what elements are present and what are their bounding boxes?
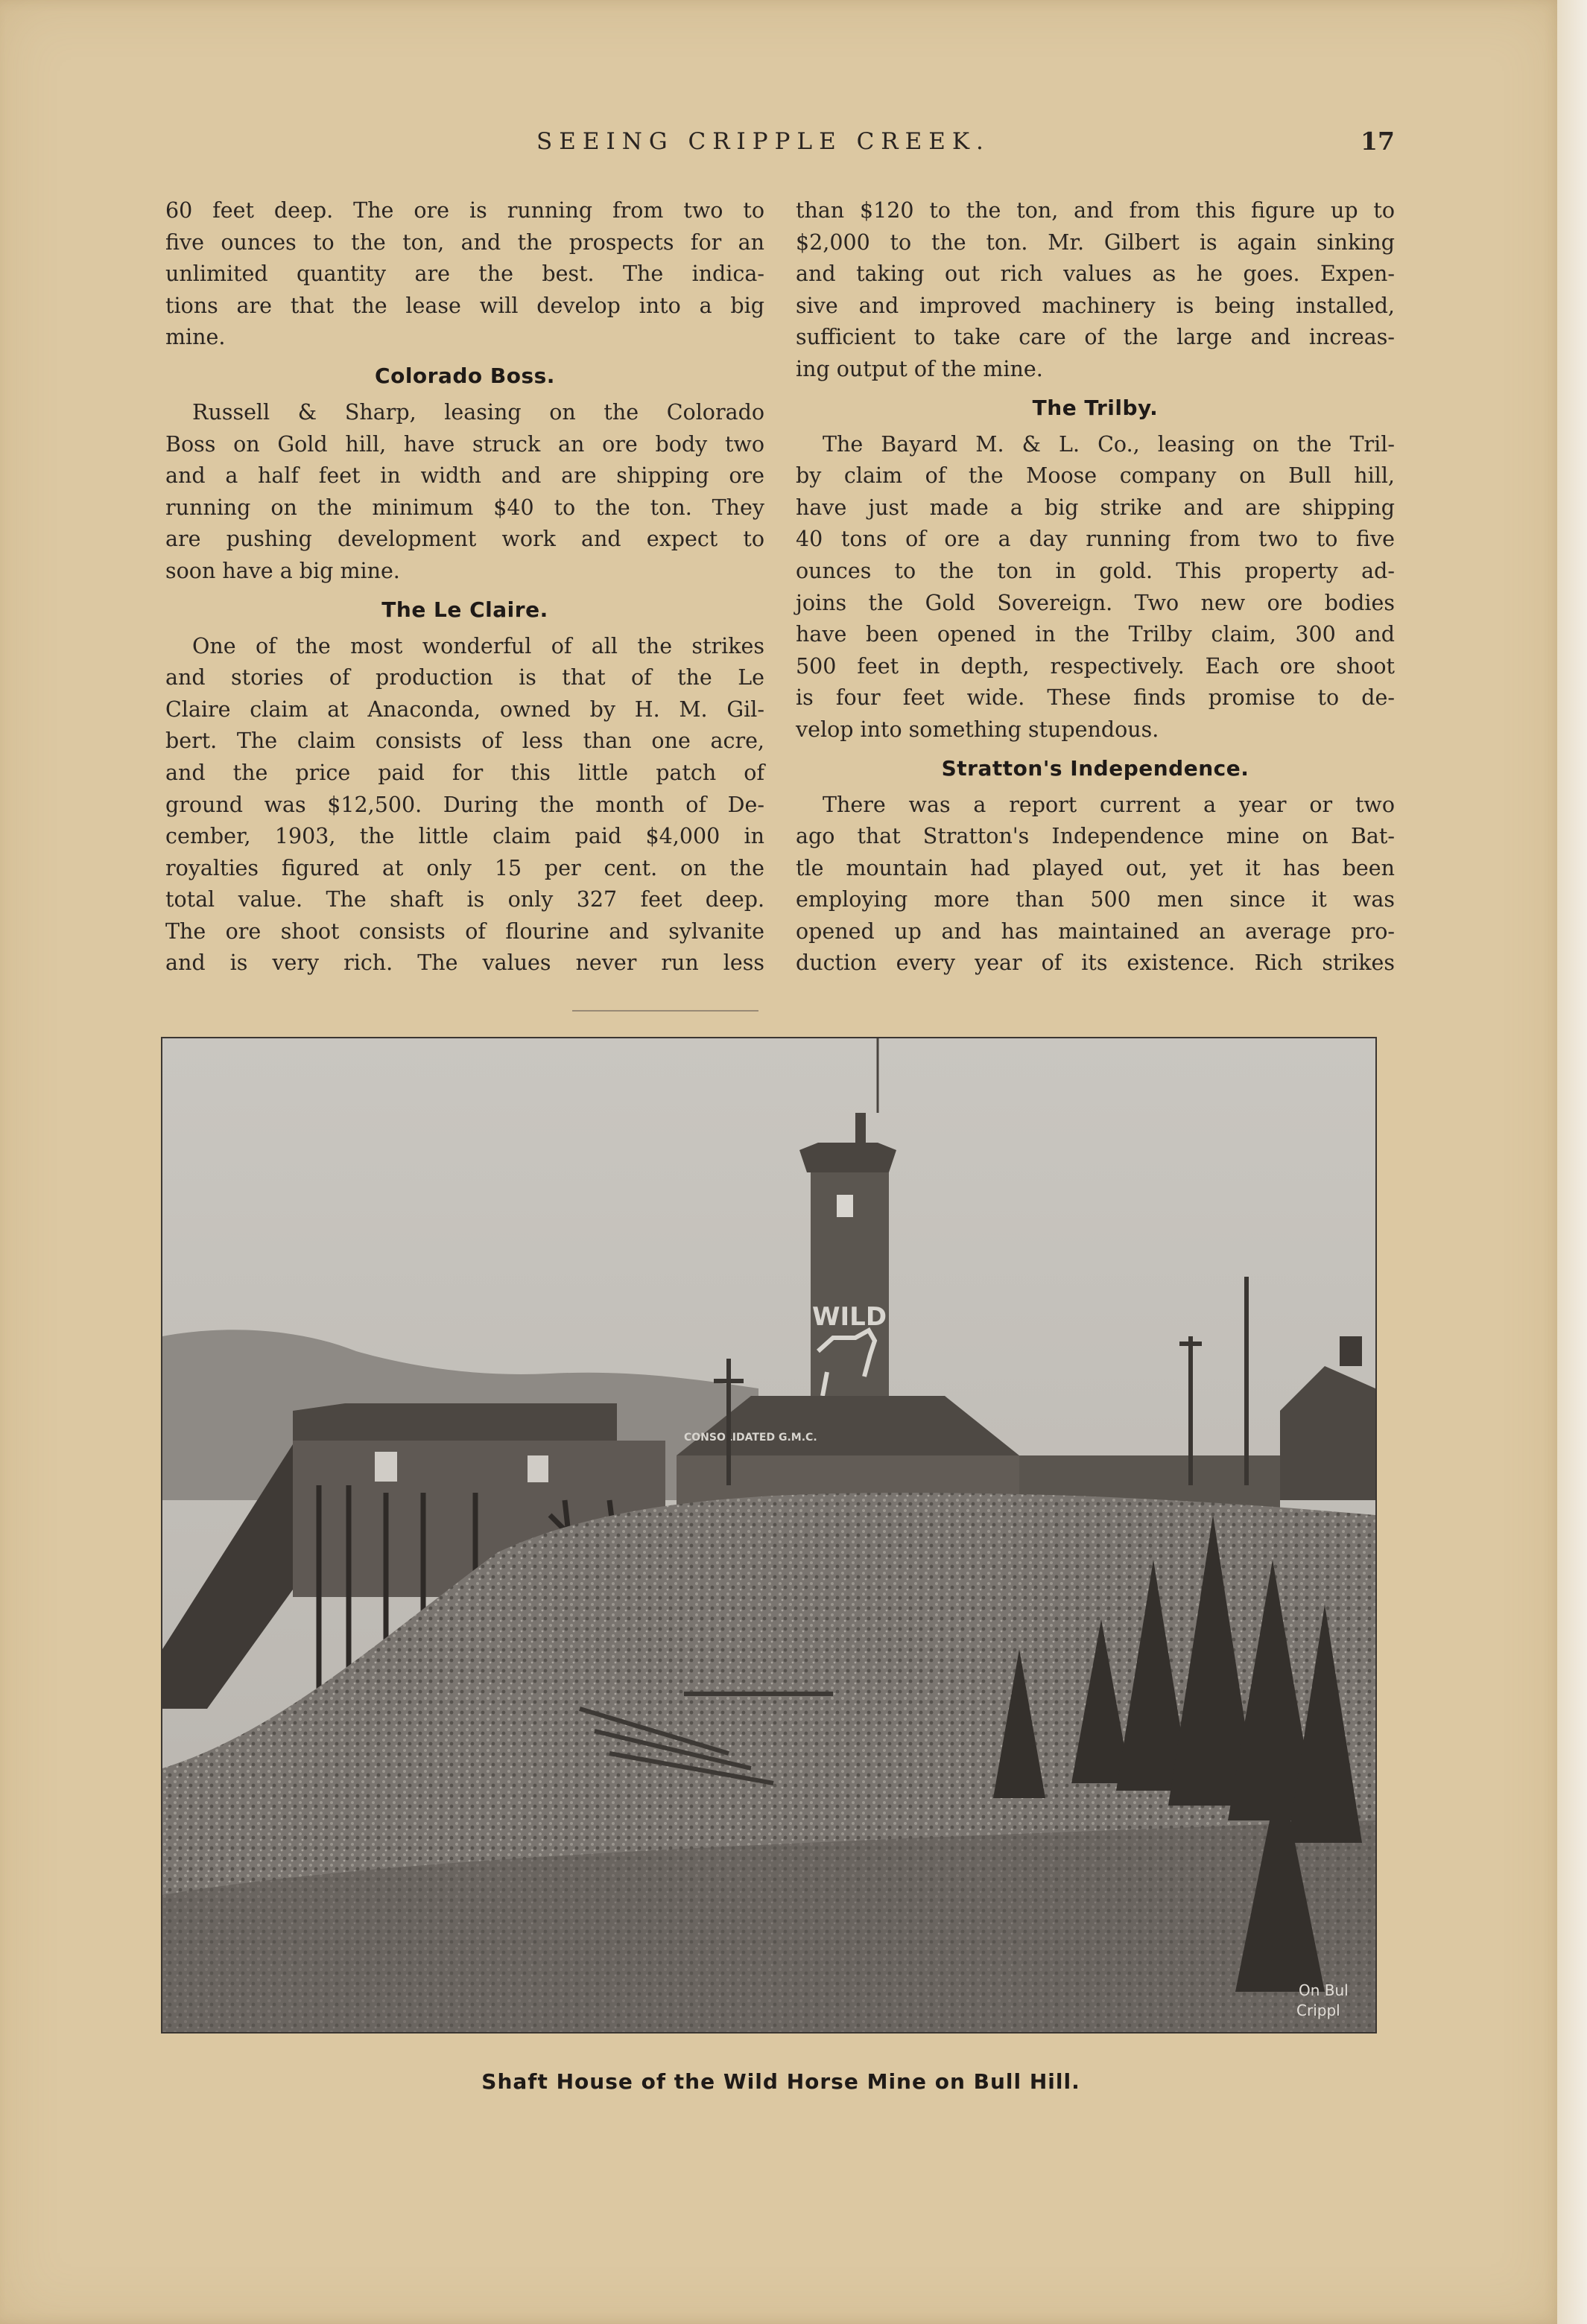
photographer-mark: On Bul (1299, 1981, 1349, 1999)
text-line: 40 tons of ore a day running from two to five (796, 527, 1395, 552)
text-line: running on the minimum $40 to the ton. They (165, 495, 764, 520)
text-line: and is very rich. The values never run less (165, 950, 764, 976)
text-line: The Bayard M. & L. Co., leasing on the Tril- (823, 431, 1395, 457)
text-line: total value. The shaft is only 327 feet deep. (165, 887, 764, 912)
text-line: than $120 to the ton, and from this figure up to (796, 198, 1395, 223)
photographer-mark: Crippl (1296, 2001, 1340, 2019)
divider-rule (572, 1010, 758, 1012)
building-sign: CONSOLIDATED G.M.C. (684, 1432, 817, 1444)
section-heading: Stratton's Independence. (941, 755, 1249, 781)
paragraph (796, 790, 1395, 980)
text-line: soon have a big mine. (165, 558, 400, 583)
text-line: have been opened in the Trilby claim, 300 and (796, 622, 1395, 647)
paragraph (165, 195, 764, 354)
text-line: $2,000 to the ton. Mr. Gilbert is again sinking (796, 229, 1395, 255)
text-line: royalties figured at only 15 per cent. on the (165, 855, 764, 880)
text-line: ago that Stratton's Independence mine on Bat- (796, 824, 1395, 849)
tower-sign: WILD (812, 1302, 887, 1332)
section-heading: Colorado Boss. (375, 363, 555, 388)
text-line: and the price paid for this little patch of (165, 760, 764, 785)
text-line: bert. The claim consists of less than one acre, (165, 728, 764, 754)
text-line: mine. (165, 325, 226, 350)
text-line: tions are that the lease will develop into a big (165, 293, 764, 318)
text-line: Boss on Gold hill, have struck an ore body two (165, 431, 764, 457)
text-line: Russell & Sharp, leasing on the Colorado (192, 399, 764, 425)
right-column (796, 195, 1395, 980)
paragraph (165, 397, 764, 588)
text-line: sufficient to take care of the large and increas- (796, 325, 1395, 350)
text-line: opened up and has maintained an average pro- (796, 918, 1395, 944)
text-line: velop into something stupendous. (796, 717, 1159, 742)
text-line: duction every year of its existence. Rich strikes (796, 950, 1395, 976)
text-line: 500 feet in depth, respectively. Each ore shoot (796, 653, 1395, 679)
left-column (165, 195, 764, 980)
text-line: five ounces to the ton, and the prospects for an (165, 229, 764, 255)
photo-illustration (162, 1038, 1375, 2032)
text-line: One of the most wonderful of all the strikes (192, 633, 764, 658)
text-line: ground was $12,500. During the month of De- (165, 792, 764, 817)
paragraph (165, 631, 764, 980)
text-line: are pushing development work and expect to (165, 527, 764, 552)
text-line: and stories of production is that of the Le (165, 665, 764, 690)
page-edge (1557, 0, 1587, 2324)
text-line: 60 feet deep. The ore is running from two to (165, 198, 764, 223)
text-line: is four feet wide. These finds promise to de- (796, 685, 1395, 711)
text-line: Claire claim at Anaconda, owned by H. M. Gil- (165, 696, 764, 722)
text-line: ounces to the ton in gold. This property ad- (796, 558, 1395, 583)
text-line: have just made a big strike and are shipping (796, 495, 1395, 520)
text-line: and a half feet in width and are shipping ore (165, 463, 764, 489)
text-line: The ore shoot consists of flourine and sylvanite (165, 918, 764, 944)
section-heading: The Le Claire. (381, 597, 548, 622)
text-line: ing output of the mine. (796, 356, 1043, 381)
paragraph (796, 195, 1395, 386)
text-line: tle mountain had played out, yet it has been (796, 855, 1395, 880)
running-title: SEEING CRIPPLE CREEK. (536, 128, 990, 155)
text-line: by claim of the Moose company on Bull hill, (796, 463, 1395, 489)
text-line: and taking out rich values as he goes. Expen- (796, 261, 1395, 287)
mine-photograph (161, 1037, 1377, 2034)
text-line: There was a report current a year or two (823, 792, 1395, 817)
photo-caption: Shaft House of the Wild Horse Mine on Bull Hill. (481, 2069, 1080, 2094)
text-line: joins the Gold Sovereign. Two new ore bodies (796, 590, 1395, 615)
text-line: cember, 1903, the little claim paid $4,000 in (165, 824, 764, 849)
text-line: employing more than 500 men since it was (796, 887, 1395, 912)
text-line: unlimited quantity are the best. The indica- (165, 261, 764, 287)
page-number: 17 (1360, 127, 1395, 156)
paragraph (796, 429, 1395, 746)
text-line: sive and improved machinery is being installed, (796, 293, 1395, 318)
section-heading: The Trilby. (1032, 395, 1159, 420)
